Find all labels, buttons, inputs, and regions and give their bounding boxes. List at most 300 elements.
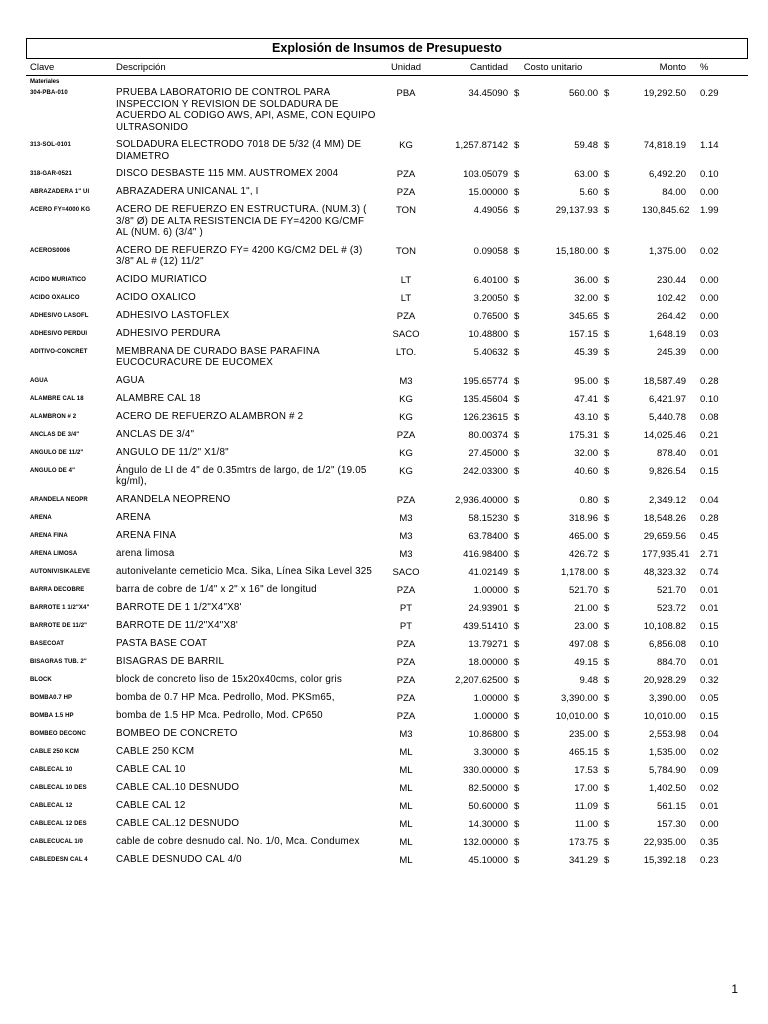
item-unit: ML: [399, 800, 413, 812]
item-percent: 0.02: [700, 746, 719, 758]
item-quantity: 1,257.87142: [455, 140, 508, 151]
item-percent: 0.15: [700, 710, 719, 722]
item-amount: 264.42: [656, 310, 686, 322]
currency-sign: $: [604, 346, 610, 358]
item-unit: PZA: [396, 429, 416, 441]
item-amount: 14,025.46: [643, 429, 686, 441]
currency-sign: $: [604, 465, 610, 477]
item-unit-cost: 59.48: [574, 140, 598, 151]
item-quantity: 439.51410: [463, 620, 508, 632]
item-percent: 0.35: [700, 836, 719, 848]
item-code: ACIDO MURIATICO: [30, 276, 87, 283]
table-row: [26, 692, 748, 710]
table-row: [26, 87, 748, 139]
item-amount: 230.44: [656, 274, 686, 286]
currency-sign: $: [514, 411, 520, 423]
item-quantity: 416.98400: [463, 548, 508, 560]
table-row: [26, 494, 748, 512]
item-description: ACIDO OXALICO: [116, 291, 196, 303]
item-description: ANCLAS DE 3/4": [116, 428, 195, 440]
header-pct: %: [686, 59, 748, 76]
item-code: BOMBA 1.5 HP: [30, 712, 74, 719]
item-unit: PBA: [396, 88, 416, 99]
currency-sign: $: [514, 854, 520, 866]
item-amount: 884.70: [656, 656, 686, 668]
item-percent: 0.15: [700, 465, 719, 477]
item-unit-cost: 49.15: [574, 656, 598, 668]
item-description: BARROTE DE 1 1/2"X4"X8': [116, 601, 242, 613]
table-row: [26, 245, 748, 274]
item-unit: KG: [399, 411, 413, 423]
item-amount: 10,108.82: [643, 620, 686, 632]
table-row: [26, 548, 748, 566]
currency-sign: $: [514, 728, 520, 740]
currency-sign: $: [514, 465, 520, 477]
item-code: BLOCK: [30, 676, 52, 683]
item-description: DISCO DESBASTE 115 MM. AUSTROMEX 2004: [116, 168, 339, 179]
currency-sign: $: [604, 728, 610, 740]
currency-sign: $: [604, 836, 610, 848]
currency-sign: $: [604, 566, 610, 578]
section-label: Materiales: [30, 79, 60, 85]
item-quantity: 1.00000: [473, 710, 508, 722]
item-percent: 0.09: [700, 764, 719, 776]
table-row: [26, 512, 748, 530]
table-row: [26, 638, 748, 656]
header-unidad: Unidad: [378, 59, 434, 76]
currency-sign: $: [514, 328, 520, 340]
item-description: CABLE CAL.10 DESNUDO: [116, 781, 240, 793]
item-code: 313-SOL-0101: [30, 142, 71, 148]
header-cantidad: Cantidad: [434, 59, 508, 76]
item-unit: KG: [399, 447, 413, 459]
item-unit: M3: [399, 548, 413, 560]
item-unit-cost: 465.15: [568, 746, 598, 758]
item-quantity: 13.79271: [468, 638, 508, 650]
item-code: CABLECAL 10: [30, 766, 73, 773]
item-percent: 1.99: [700, 205, 719, 216]
item-unit: SACO: [392, 328, 420, 340]
item-unit: KG: [399, 393, 413, 405]
currency-sign: $: [514, 602, 520, 614]
item-code: BARROTE DE 11/2": [30, 622, 88, 629]
table-row: [26, 429, 748, 447]
item-quantity: 6.40100: [473, 274, 508, 286]
item-unit: M3: [399, 375, 413, 387]
currency-sign: $: [514, 710, 520, 722]
item-quantity: 330.00000: [463, 764, 508, 776]
item-description: bomba de 0.7 HP Mca. Pedrollo, Mod. PKSm65,: [116, 691, 335, 703]
currency-sign: $: [514, 746, 520, 758]
table-row: [26, 854, 748, 872]
currency-sign: $: [604, 656, 610, 668]
item-unit: LTO.: [395, 346, 417, 358]
item-unit: PT: [399, 620, 413, 632]
item-percent: 0.00: [700, 818, 719, 830]
currency-sign: $: [514, 800, 520, 812]
item-description: CABLE 250 KCM: [116, 745, 195, 757]
item-percent: 0.04: [700, 728, 719, 740]
currency-sign: $: [514, 245, 520, 257]
item-percent: 0.00: [700, 346, 719, 358]
currency-sign: $: [604, 447, 610, 459]
item-amount: 1,535.00: [649, 746, 686, 758]
item-unit-cost: 47.41: [574, 393, 598, 405]
item-quantity: 135.45604: [463, 393, 508, 405]
item-description: ABRAZADERA UNICANAL 1", I: [116, 186, 259, 197]
item-unit-cost: 36.00: [574, 274, 598, 286]
currency-sign: $: [514, 782, 520, 794]
item-amount: 177,935.41: [642, 548, 690, 560]
item-percent: 0.28: [700, 375, 719, 387]
item-unit-cost: 63.00: [574, 169, 598, 180]
item-description: ACERO DE REFUERZO FY= 4200 KG/CM2 DEL # (3) 3/8" AL # (12) 11/2": [116, 244, 363, 267]
item-percent: 0.21: [700, 429, 719, 441]
item-percent: 0.01: [700, 656, 719, 668]
item-unit: PZA: [396, 692, 416, 704]
item-percent: 0.01: [700, 584, 719, 596]
item-percent: 0.29: [700, 88, 719, 99]
item-description: ADHESIVO LASTOFLEX: [116, 309, 230, 321]
currency-sign: $: [604, 602, 610, 614]
item-unit-cost: 521.70: [568, 584, 598, 596]
item-description: ANGULO DE 11/2" X1/8": [116, 446, 229, 458]
item-amount: 245.39: [656, 346, 686, 358]
currency-sign: $: [604, 674, 610, 686]
table-row: [26, 328, 748, 346]
item-amount: 2,553.98: [649, 728, 686, 740]
currency-sign: $: [604, 393, 610, 405]
table-row: [26, 800, 748, 818]
item-percent: 0.05: [700, 692, 719, 704]
currency-sign: $: [514, 656, 520, 668]
currency-sign: $: [604, 88, 610, 99]
currency-sign: $: [604, 310, 610, 322]
item-code: AGUA: [30, 377, 49, 384]
currency-sign: $: [514, 187, 520, 198]
item-description: CABLE CAL.12 DESNUDO: [116, 817, 240, 829]
item-unit-cost: 15,180.00: [555, 245, 598, 257]
currency-sign: $: [514, 818, 520, 830]
item-description: CABLE DESNUDO CAL 4/0: [116, 853, 242, 865]
table-row: [26, 447, 748, 465]
currency-sign: $: [514, 584, 520, 596]
table-row: [26, 186, 748, 204]
item-description: BISAGRAS DE BARRIL: [116, 655, 225, 667]
item-percent: 0.00: [700, 187, 719, 198]
item-code: ANCLAS DE 3/4": [30, 431, 80, 438]
report-title: Explosión de Insumos de Presupuesto: [26, 38, 748, 59]
item-amount: 48,323.32: [643, 566, 686, 578]
item-code: BOMBEO DECONC: [30, 730, 86, 737]
item-percent: 0.04: [700, 494, 719, 506]
item-unit: LT: [400, 292, 412, 304]
item-unit: TON: [396, 205, 416, 216]
item-unit-cost: 426.72: [568, 548, 598, 560]
table-row: [26, 656, 748, 674]
item-unit-cost: 560.00: [568, 88, 598, 99]
item-unit-cost: 43.10: [574, 411, 598, 423]
item-unit: PZA: [396, 710, 416, 722]
item-percent: 0.01: [700, 602, 719, 614]
currency-sign: $: [604, 512, 610, 524]
item-description: BARROTE DE 11/2"X4"X8': [116, 619, 238, 631]
item-amount: 130,845.62: [642, 205, 690, 216]
currency-sign: $: [604, 494, 610, 506]
item-quantity: 2,936.40000: [455, 494, 508, 506]
currency-sign: $: [604, 764, 610, 776]
item-quantity: 63.78400: [468, 530, 508, 542]
table-row: [26, 620, 748, 638]
item-quantity: 103.05079: [463, 169, 508, 180]
item-description: autonivelante cemeticio Mca. Sika, Línea Sika Level 325: [116, 565, 373, 577]
currency-sign: $: [604, 245, 610, 257]
item-amount: 5,784.90: [649, 764, 686, 776]
table-row: [26, 274, 748, 292]
item-percent: 1.14: [700, 140, 719, 151]
item-unit-cost: 23.00: [574, 620, 598, 632]
item-percent: 0.03: [700, 328, 719, 340]
item-description: ALAMBRE CAL 18: [116, 392, 201, 404]
currency-sign: $: [604, 375, 610, 387]
currency-sign: $: [604, 746, 610, 758]
table-row: [26, 566, 748, 584]
currency-sign: $: [604, 638, 610, 650]
currency-sign: $: [604, 292, 610, 304]
currency-sign: $: [604, 205, 610, 216]
currency-sign: $: [514, 530, 520, 542]
currency-sign: $: [604, 620, 610, 632]
item-unit: ML: [399, 764, 413, 776]
item-code: ADHESIVO LASOFL: [30, 312, 89, 319]
currency-sign: $: [604, 429, 610, 441]
item-code: ANGULO DE 11/2": [30, 449, 84, 456]
item-quantity: 126.23615: [463, 411, 508, 423]
item-unit-cost: 157.15: [568, 328, 598, 340]
currency-sign: $: [514, 548, 520, 560]
item-unit-cost: 17.53: [574, 764, 598, 776]
currency-sign: $: [514, 346, 520, 358]
item-code: ARENA LIMOSA: [30, 550, 78, 557]
item-amount: 1,648.19: [649, 328, 686, 340]
item-description: bomba de 1.5 HP Mca. Pedrollo, Mod. CP650: [116, 709, 323, 721]
currency-sign: $: [514, 566, 520, 578]
item-quantity: 3.30000: [473, 746, 508, 758]
item-code: BOMBA0.7 HP: [30, 694, 73, 701]
item-unit-cost: 32.00: [574, 447, 598, 459]
item-percent: 0.74: [700, 566, 719, 578]
item-unit-cost: 32.00: [574, 292, 598, 304]
item-code: CABLECAL 12 DES: [30, 820, 87, 827]
item-quantity: 27.45000: [468, 447, 508, 459]
item-unit-cost: 29,137.93: [555, 205, 598, 216]
item-unit: KG: [399, 465, 413, 477]
item-quantity: 14.30000: [468, 818, 508, 830]
table-header: [26, 59, 748, 76]
item-percent: 2.71: [700, 548, 719, 560]
currency-sign: $: [514, 140, 520, 151]
item-percent: 0.02: [700, 245, 719, 257]
item-unit: SACO: [392, 566, 420, 578]
item-quantity: 18.00000: [468, 656, 508, 668]
table-row: [26, 584, 748, 602]
currency-sign: $: [604, 782, 610, 794]
item-quantity: 80.00374: [468, 429, 508, 441]
item-code: ADITIVO-CONCRET: [30, 348, 88, 355]
table-row: [26, 764, 748, 782]
table-row: [26, 465, 748, 494]
item-code: ARENA FINA: [30, 532, 68, 539]
item-quantity: 1.00000: [473, 584, 508, 596]
item-quantity: 82.50000: [468, 782, 508, 794]
currency-sign: $: [514, 836, 520, 848]
item-percent: 0.00: [700, 310, 719, 322]
item-unit: PT: [399, 602, 413, 614]
item-unit-cost: 95.00: [574, 375, 598, 387]
item-unit: M3: [399, 530, 413, 542]
item-description: ARANDELA NEOPRENO: [116, 493, 231, 505]
item-unit: ML: [399, 746, 413, 758]
table-row: [26, 602, 748, 620]
item-amount: 1,402.50: [649, 782, 686, 794]
currency-sign: $: [514, 512, 520, 524]
item-percent: 0.45: [700, 530, 719, 542]
currency-sign: $: [514, 169, 520, 180]
item-amount: 20,928.29: [643, 674, 686, 686]
item-code: ALAMBRON # 2: [30, 413, 77, 420]
item-code: ANGULO DE 4": [30, 467, 76, 474]
item-description: arena limosa: [116, 547, 175, 559]
currency-sign: $: [604, 169, 610, 180]
item-description: ACERO DE REFUERZO EN ESTRUCTURA. (NUM.3) ( 3/8" Ø) DE ALTA RESISTENCIA DE FY=4200 KG/CMF AL (NUM. 6) (3/4" ): [116, 204, 367, 238]
item-unit-cost: 10,010.00: [555, 710, 598, 722]
currency-sign: $: [514, 292, 520, 304]
item-code: BISAGRAS TUB. 2": [30, 658, 87, 665]
item-code: ACIDO OXALICO: [30, 294, 80, 301]
currency-sign: $: [604, 187, 610, 198]
item-unit: PZA: [396, 656, 416, 668]
item-description: PRUEBA LABORATORIO DE CONTROL PARA INSPECCION Y REVISION DE SOLDADURA DE ACUERDO AL CODIGO AWS, API, ASME, CON EQUIPO ULTRASONIDO: [116, 87, 376, 133]
item-amount: 19,292.50: [643, 88, 686, 99]
item-quantity: 0.09058: [473, 245, 508, 257]
table-row: [26, 168, 748, 186]
item-amount: 5,440.78: [649, 411, 686, 423]
item-unit-cost: 11.00: [574, 818, 598, 830]
currency-sign: $: [604, 548, 610, 560]
currency-sign: $: [514, 375, 520, 387]
currency-sign: $: [514, 274, 520, 286]
item-description: ACERO DE REFUERZO ALAMBRON # 2: [116, 410, 304, 422]
item-description: ARENA: [116, 511, 151, 523]
page-number: 1: [731, 982, 738, 996]
item-unit: PZA: [396, 674, 416, 686]
item-description: barra de cobre de 1/4" x 2" x 16" de longitud: [116, 583, 317, 595]
item-unit-cost: 341.29: [568, 854, 598, 866]
item-unit: LT: [400, 274, 412, 286]
item-percent: 0.08: [700, 411, 719, 423]
item-description: cable de cobre desnudo cal. No. 1/0, Mca. Condumex: [116, 835, 360, 847]
currency-sign: $: [514, 674, 520, 686]
item-amount: 3,390.00: [649, 692, 686, 704]
item-unit: PZA: [396, 187, 416, 198]
currency-sign: $: [604, 800, 610, 812]
item-quantity: 15.00000: [468, 187, 508, 198]
header-monto: Monto: [598, 59, 686, 76]
item-code: ARANDELA NEOPR: [30, 496, 88, 503]
currency-sign: $: [514, 764, 520, 776]
item-amount: 74,818.19: [643, 140, 686, 151]
currency-sign: $: [514, 310, 520, 322]
item-unit-cost: 40.60: [574, 465, 598, 477]
item-amount: 84.00: [662, 187, 686, 198]
currency-sign: $: [514, 447, 520, 459]
item-percent: 0.32: [700, 674, 719, 686]
insumos-table: [26, 59, 748, 872]
table-row: [26, 310, 748, 328]
table-row: [26, 204, 748, 245]
item-unit-cost: 9.48: [579, 674, 598, 686]
item-description: BOMBEO DE CONCRETO: [116, 727, 238, 739]
item-code: BARROTE 1 1/2"X4": [30, 604, 90, 611]
item-code: 304-PBA-010: [30, 90, 68, 96]
item-amount: 102.42: [656, 292, 686, 304]
item-unit-cost: 11.09: [574, 800, 598, 812]
table-row: [26, 674, 748, 692]
item-code: BASECOAT: [30, 640, 65, 647]
item-amount: 1,375.00: [649, 245, 686, 257]
header-costo-unitario: Costo unitario: [508, 59, 598, 76]
item-unit-cost: 21.00: [574, 602, 598, 614]
item-unit-cost: 173.75: [568, 836, 598, 848]
item-description: ARENA FINA: [116, 529, 177, 541]
item-unit: PZA: [396, 169, 416, 180]
item-unit-cost: 5.60: [579, 187, 598, 198]
table-row: [26, 139, 748, 168]
table-row: [26, 782, 748, 800]
item-unit-cost: 17.00: [574, 782, 598, 794]
item-unit: PZA: [396, 310, 416, 322]
section-row: [26, 76, 748, 88]
item-code: ABRAZADERA 1" UI: [30, 189, 90, 195]
item-unit-cost: 497.08: [568, 638, 598, 650]
item-quantity: 10.48800: [468, 328, 508, 340]
table-row: [26, 393, 748, 411]
item-code: ARENA: [30, 514, 52, 521]
currency-sign: $: [514, 494, 520, 506]
item-quantity: 1.00000: [473, 692, 508, 704]
item-unit-cost: 45.39: [574, 346, 598, 358]
item-quantity: 41.02149: [468, 566, 508, 578]
item-unit: ML: [399, 854, 413, 866]
currency-sign: $: [604, 710, 610, 722]
item-unit: ML: [399, 818, 413, 830]
item-unit: TON: [396, 245, 416, 257]
item-amount: 10,010.00: [643, 710, 686, 722]
item-unit-cost: 1,178.00: [561, 566, 598, 578]
item-percent: 0.10: [700, 638, 719, 650]
item-description: ACIDO MURIATICO: [116, 273, 207, 285]
item-code: CABLECUCAL 1/0: [30, 838, 83, 845]
item-description: ADHESIVO PERDURA: [116, 327, 221, 339]
item-quantity: 2,207.62500: [455, 674, 508, 686]
currency-sign: $: [604, 328, 610, 340]
item-code: ALAMBRE CAL 18: [30, 395, 84, 402]
currency-sign: $: [604, 584, 610, 596]
item-description: CABLE CAL 10: [116, 763, 186, 775]
item-unit: M3: [399, 728, 413, 740]
item-quantity: 58.15230: [468, 512, 508, 524]
item-amount: 523.72: [656, 602, 686, 614]
